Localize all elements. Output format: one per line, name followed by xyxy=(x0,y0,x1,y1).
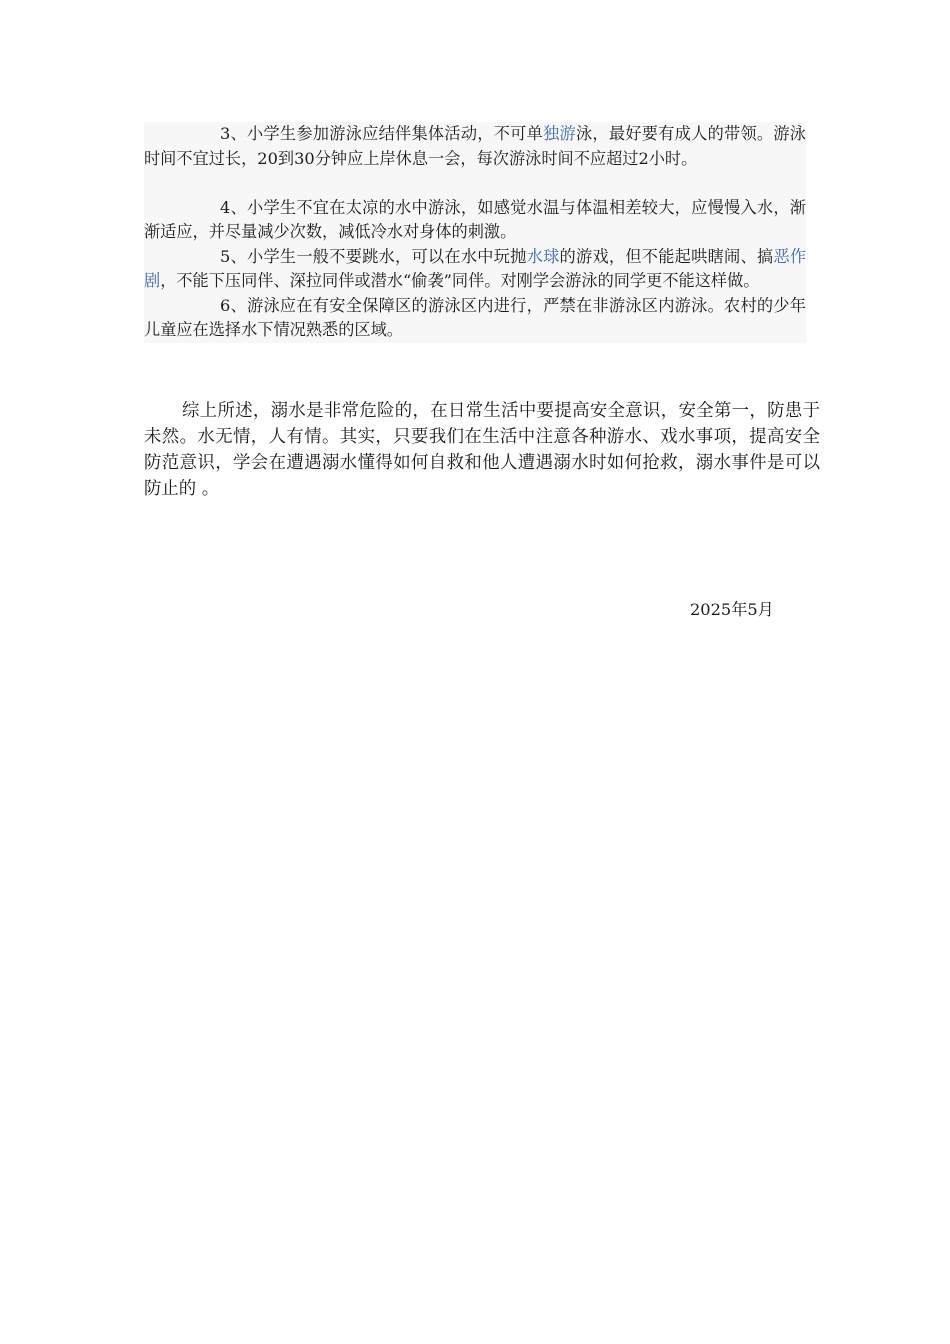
paragraph-gap xyxy=(144,171,806,196)
tip-3-paragraph xyxy=(144,122,806,171)
link-water-ball[interactable]: 水球 xyxy=(526,246,560,266)
tip-4-paragraph xyxy=(144,196,806,245)
summary-paragraph: 综上所述，溺水是非常危险的，在日常生活中要提高安全意识，安全第一，防患于未然。水无情，人有情。其实，只要我们在生活中注意各种游水、戏水事项，提高安全防范意识，学会在遭遇溺水懂得如何自救和他人遭遇溺水时如何抢救，溺水事件是可以防止的 。 xyxy=(144,401,820,499)
tip-6-paragraph xyxy=(144,294,806,343)
tip-5-text-middle: 的游戏，但不能起哄瞎闹、搞 xyxy=(559,246,774,266)
tip-6-text: 6、游泳应在有安全保障区的游泳区内进行，严禁在非游泳区内游泳。农村的少年儿童应在选择水下情况熟悉的区域。 xyxy=(144,295,806,339)
link-solo-swim[interactable]: 独游 xyxy=(543,124,576,143)
tip-5-text-after: ，不能下压同伴、深拉同伴或潜水“偷袭”同伴。对刚学会游泳的同学更不能这样做。 xyxy=(160,271,760,290)
tip-5-paragraph xyxy=(144,245,806,294)
safety-tips-block xyxy=(144,122,806,343)
tip-4-text: 4、小学生不宜在太凉的水中游泳，如感觉水温与体温相差较大，应慢慢入水，渐渐适应，并尽量减少次数，减低冷水对身体的刺激。 xyxy=(144,197,806,241)
tip-3-text-before: 3、小学生参加游泳应结伴集体活动，不可单 xyxy=(220,124,544,143)
tip-3-text-after: 泳，最好要有成人的带领。游泳时间不宜过长，20到30分钟应上岸休息一会，每次游泳时间不应超过2小时。 xyxy=(144,124,806,168)
link-prank[interactable]: 恶作剧 xyxy=(144,246,807,290)
document-date: 2025年5月 xyxy=(690,600,774,619)
tip-5-text-before: 5、小学生一般不要跳水，可以在水中玩抛 xyxy=(220,246,527,266)
